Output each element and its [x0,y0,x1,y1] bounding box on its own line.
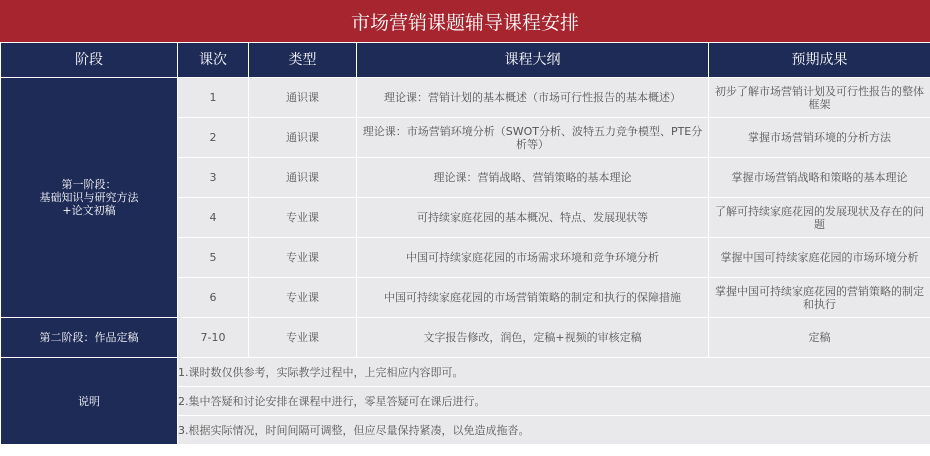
stage-one-line: 第一阶段： [61,178,117,191]
result-cell: 定稿 [709,318,930,358]
note-row [1,358,930,387]
lesson-cell: 2 [178,118,249,158]
outline-cell: 理论课：市场营销环境分析（SWOT分析、波特五力竞争模型、PTE分析等） [357,118,709,158]
result-cell: 掌握市场营销环境的分析方法 [709,118,930,158]
stage-two-cell: 第二阶段：作品定稿 [1,318,178,358]
type-cell: 专业课 [249,278,357,318]
notes-label: 说明 [1,358,178,445]
header-type: 类型 [249,43,357,78]
table-row [1,78,930,118]
lesson-cell: 6 [178,278,249,318]
type-cell: 专业课 [249,318,357,358]
stage-one-cell [1,78,178,318]
type-cell: 通识课 [249,158,357,198]
outline-cell: 中国可持续家庭花园的市场营销策略的制定和执行的保障措施 [357,278,709,318]
table-row [1,318,930,358]
result-cell: 掌握中国可持续家庭花园的营销策略的制定和执行 [709,278,930,318]
header-stage: 阶段 [1,43,178,78]
result-cell: 了解可持续家庭花园的发展现状及存在的问题 [709,198,930,238]
type-cell: 专业课 [249,238,357,278]
schedule-table [0,42,930,445]
outline-cell: 理论课：营销计划的基本概述（市场可行性报告的基本概述） [357,78,709,118]
outline-cell: 理论课：营销战略、营销策略的基本理论 [357,158,709,198]
outline-cell: 可持续家庭花园的基本概况、特点、发展现状等 [357,198,709,238]
header-result: 预期成果 [709,43,930,78]
result-cell: 掌握中国可持续家庭花园的市场环境分析 [709,238,930,278]
stage-one-line: +论文初稿 [62,204,116,217]
note-text: 1.课时数仅供参考，实际教学过程中，上完相应内容即可。 [178,358,930,387]
type-cell: 通识课 [249,118,357,158]
type-cell: 通识课 [249,78,357,118]
header-lesson: 课次 [178,43,249,78]
outline-cell: 文字报告修改，润色，定稿+视频的审核定稿 [357,318,709,358]
result-cell: 初步了解市场营销计划及可行性报告的整体框架 [709,78,930,118]
stage-one-line: 基础知识与研究方法 [39,191,139,204]
lesson-cell: 4 [178,198,249,238]
outline-cell: 中国可持续家庭花园的市场需求环境和竞争环境分析 [357,238,709,278]
note-text: 3.根据实际情况，时间间隔可调整，但应尽量保持紧凑，以免造成拖沓。 [178,416,930,445]
header-outline: 课程大纲 [357,43,709,78]
page-title: 市场营销课题辅导课程安排 [0,0,930,42]
header-row [1,43,930,78]
lesson-cell: 3 [178,158,249,198]
result-cell: 掌握市场营销战略和策略的基本理论 [709,158,930,198]
lesson-cell: 7-10 [178,318,249,358]
type-cell: 专业课 [249,198,357,238]
lesson-cell: 5 [178,238,249,278]
lesson-cell: 1 [178,78,249,118]
note-text: 2.集中答疑和讨论安排在课程中进行，零星答疑可在课后进行。 [178,387,930,416]
